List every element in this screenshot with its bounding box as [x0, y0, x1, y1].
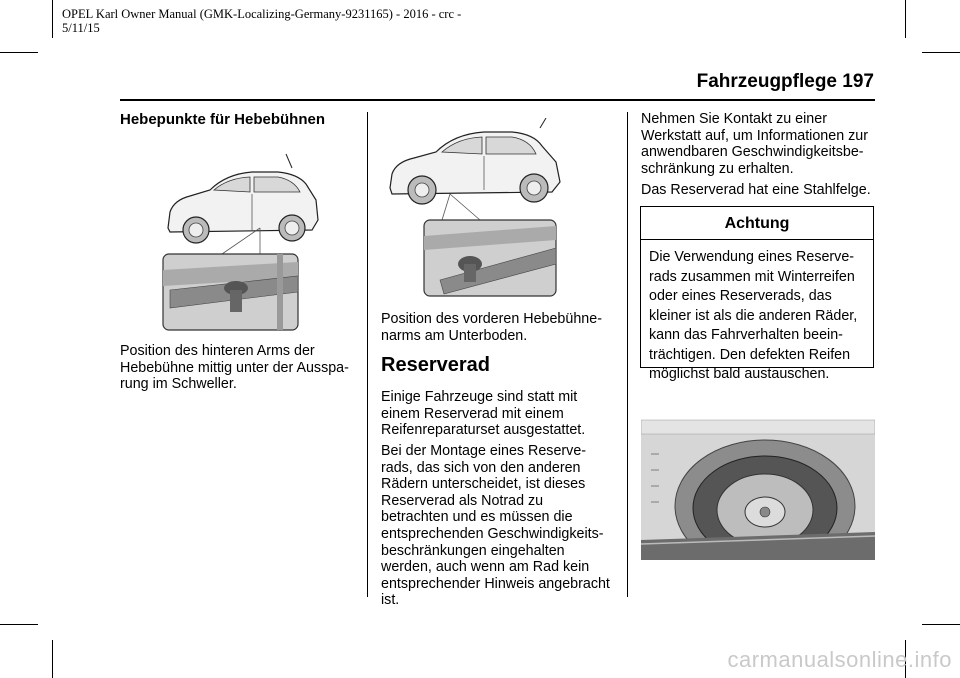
section-heading-lift-points: Hebepunkte für Hebebühnen — [120, 111, 326, 128]
crop-mark — [922, 52, 960, 53]
section-title: Fahrzeugpflege — [696, 71, 837, 92]
print-meta-line2: 5/11/15 — [62, 21, 100, 35]
column-divider — [627, 112, 628, 597]
print-meta-line1: OPEL Karl Owner Manual (GMK-Localizing-Germany-9231165) - 2016 - crc - — [62, 7, 462, 21]
crop-mark — [905, 0, 906, 38]
watermark: carmanualsonline.info — [727, 647, 952, 672]
section-heading-spare-wheel: Reserverad — [381, 354, 490, 376]
crop-mark — [922, 624, 960, 625]
figure-spare-wheel-well — [641, 414, 875, 560]
figure-rear-lift-arm — [160, 150, 322, 335]
paragraph-spare-wheel-intro: Einige Fahrzeuge sind statt mit einem Reserverad mit einem Reifenreparaturset ausgestattet. — [381, 389, 586, 439]
crop-mark — [0, 624, 38, 625]
crop-mark — [0, 52, 38, 53]
page-number: 197 — [842, 71, 874, 92]
print-meta — [62, 7, 502, 35]
caution-notice-title: Achtung — [641, 207, 873, 240]
figure-front-lift-arm — [380, 118, 600, 303]
crop-mark — [52, 640, 53, 678]
caption-front-lift-arm: Position des vorderen Hebebühne-narms am Unterboden. — [381, 311, 602, 344]
header-rule — [120, 99, 875, 101]
caption-rear-lift-arm: Position des hinteren Arms der Hebebühne mittig unter der Ausspa-rung im Schweller. — [120, 343, 349, 393]
column-divider — [367, 112, 368, 597]
crop-mark — [52, 0, 53, 38]
caution-notice-body: Die Verwendung eines Reserve-rads zusammen mit Winterreifen oder eines Reserverads, das kleiner ist als die anderen Räder, kann das Fahrverhalten beein-trächtigen. Den defekten Reifen möglichst bald austauschen. — [649, 249, 858, 382]
paragraph-spare-wheel-speed: Bei der Montage eines Reserve-rads, das sich von den anderen Rädern unterscheidet, ist dieses Reserverad als Notrad zu betrachten und es müssen die entsprechenden Geschwindigkeits-beschränkungen eingehalten werden, auch wenn am Rad kein entsprechender Hinweis angebracht ist. — [381, 443, 610, 609]
paragraph-steel-rim: Das Reserverad hat eine Stahlfelge. — [641, 182, 871, 198]
paragraph-contact-workshop: Nehmen Sie Kontakt zu einer Werkstatt auf, um Informationen zur anwendbaren Geschwindigkeitsbe-schränkung zu erhalten. — [641, 111, 868, 177]
caution-notice — [640, 206, 874, 382]
